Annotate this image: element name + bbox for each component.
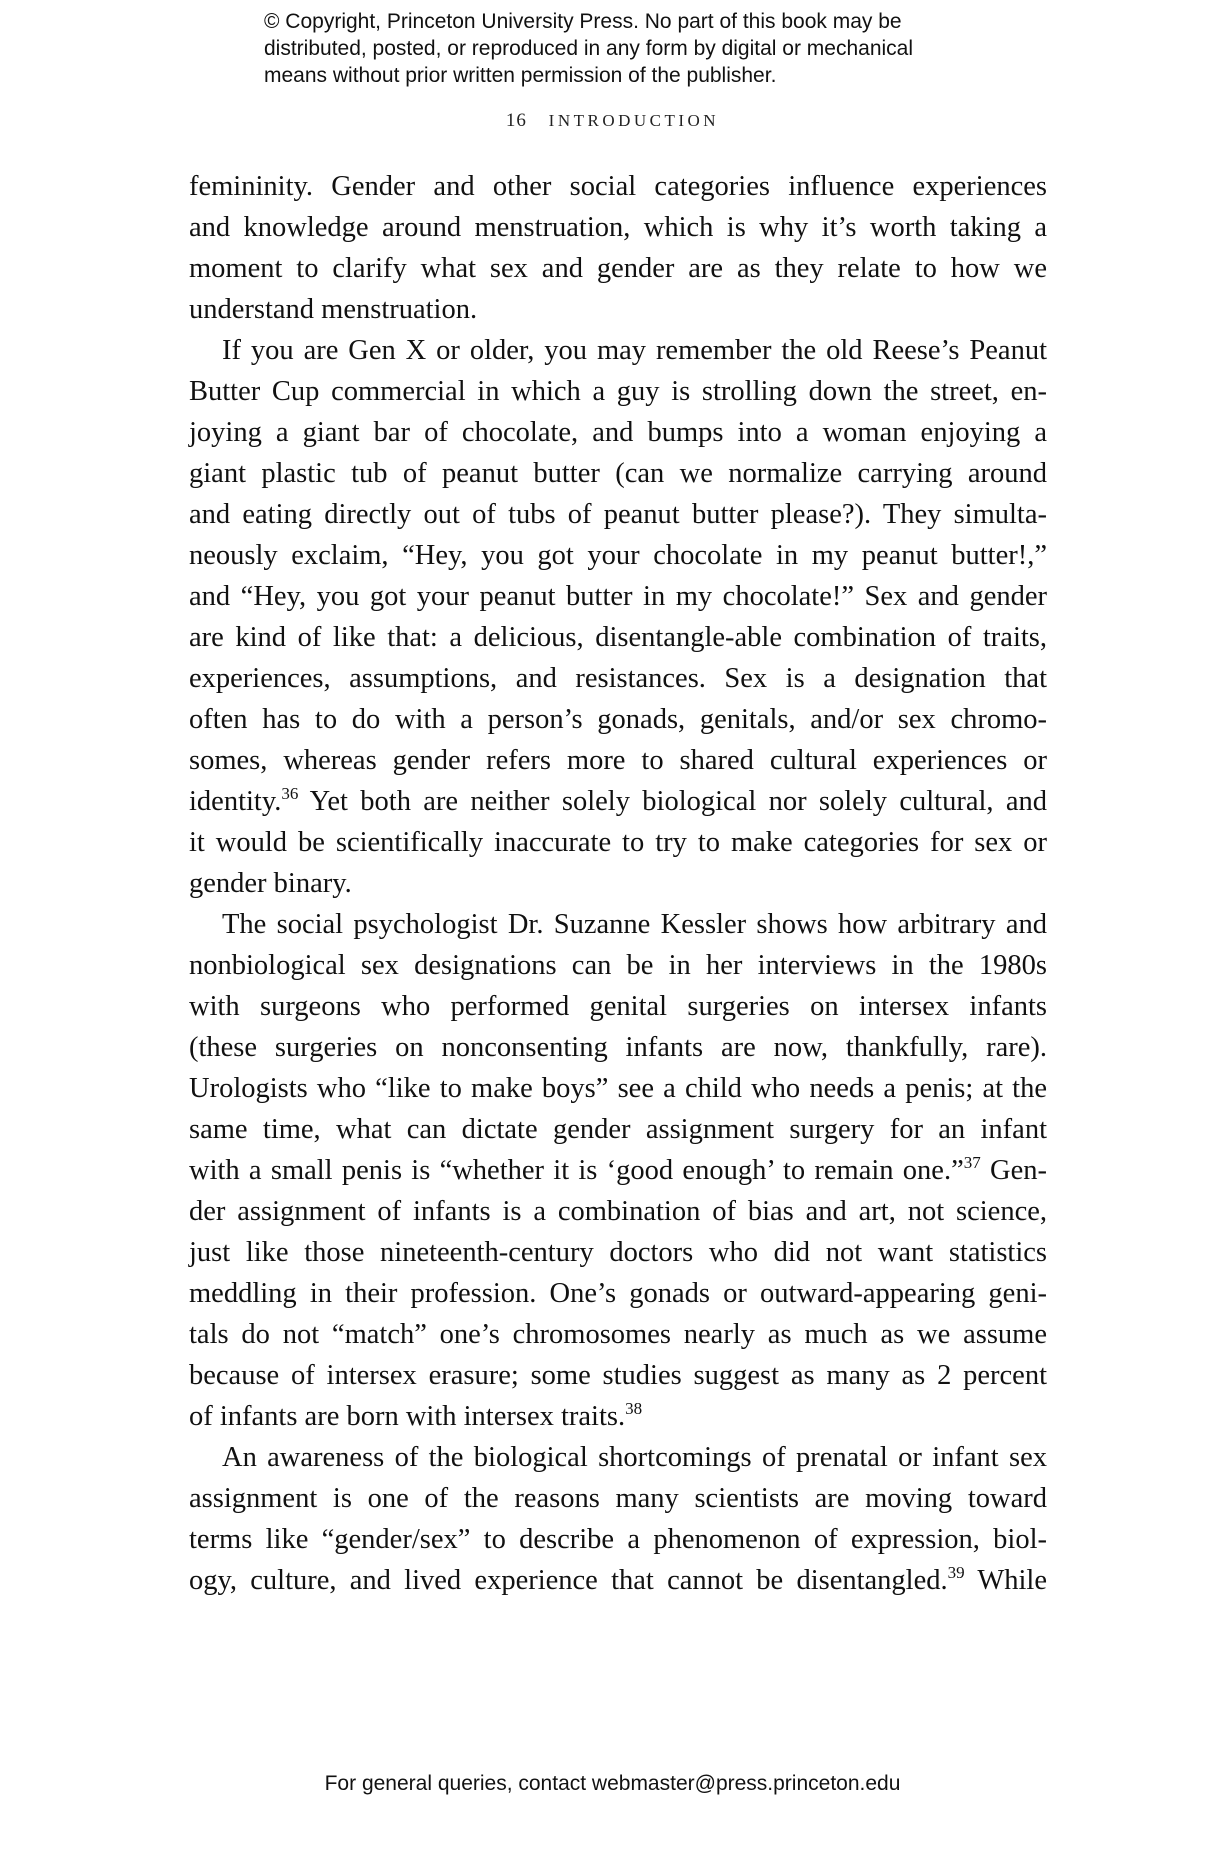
text-line [189, 1560, 1047, 1601]
line-text: Butter Cup commercial in which a guy is strolling down the street, en- [189, 376, 1047, 407]
footer-contact: For general queries, contact webmaster@press.princeton.edu [324, 1772, 901, 1795]
text-line [189, 1068, 1047, 1109]
text-line [189, 1478, 1047, 1519]
text-line [189, 1150, 1047, 1191]
text-line [189, 1437, 1047, 1478]
line-text: and eating directly out of tubs of peanut butter please?). They simulta- [189, 499, 1047, 530]
line-text: moment to clarify what sex and gender are as they relate to how we [189, 253, 1047, 284]
line-text: giant plastic tub of peanut butter (can we normalize carrying around [189, 458, 1047, 489]
text-line [189, 371, 1047, 412]
text-line [189, 863, 1047, 904]
text-line [189, 1314, 1047, 1355]
text-line [189, 576, 1047, 617]
line-text: The social psychologist Dr. Suzanne Kessler shows how arbitrary and [222, 909, 1047, 940]
line-text-continued: Gen- [980, 1155, 1047, 1186]
line-text: ogy, culture, and lived experience that cannot be disentangled. [189, 1565, 948, 1596]
line-text: same time, what can dictate gender assignment surgery for an infant [189, 1114, 1047, 1145]
text-line [189, 945, 1047, 986]
text-line [189, 617, 1047, 658]
line-text: understand menstruation. [189, 294, 478, 325]
body-text [189, 166, 1047, 1601]
text-line [189, 699, 1047, 740]
line-text: are kind of like that: a delicious, disentangle-able combination of traits, [189, 622, 1047, 653]
line-text-continued: While [964, 1565, 1047, 1596]
text-line [189, 740, 1047, 781]
copyright-line: means without prior written permission of the publisher. [264, 64, 777, 87]
text-line [189, 1396, 1047, 1437]
line-text: Urologists who “like to make boys” see a child who needs a penis; at the [189, 1073, 1047, 1104]
text-line [189, 166, 1047, 207]
line-text: identity. [189, 786, 282, 817]
line-text: gender binary. [189, 868, 352, 899]
line-text: neously exclaim, “Hey, you got your chocolate in my peanut butter!,” [189, 540, 1047, 571]
line-text: because of intersex erasure; some studies suggest as many as 2 percent [189, 1360, 1047, 1391]
line-text: femininity. Gender and other social categories influence experiences [189, 171, 1047, 202]
text-line [189, 1191, 1047, 1232]
text-line [189, 781, 1047, 822]
running-head [0, 110, 1225, 132]
line-text: meddling in their profession. One’s gonads or outward-appearing geni- [189, 1278, 1047, 1309]
line-text: An awareness of the biological shortcomings of prenatal or infant sex [222, 1442, 1047, 1473]
line-text: joying a giant bar of chocolate, and bumps into a woman enjoying a [189, 417, 1047, 448]
text-line [189, 453, 1047, 494]
line-text: assignment is one of the reasons many scientists are moving toward [189, 1483, 1047, 1514]
line-text: tals do not “match” one’s chromosomes nearly as much as we assume [189, 1319, 1047, 1350]
text-line [189, 535, 1047, 576]
text-line [189, 1355, 1047, 1396]
copyright-notice [264, 8, 984, 89]
footnote-marker: 38 [625, 1399, 643, 1418]
footnote-marker: 39 [947, 1563, 965, 1582]
line-text: experiences, assumptions, and resistances. Sex is a designation that [189, 663, 1047, 694]
line-text: somes, whereas gender refers more to shared cultural experiences or [189, 745, 1047, 776]
text-line [189, 1273, 1047, 1314]
footnote-marker: 37 [963, 1153, 981, 1172]
text-line [189, 330, 1047, 371]
text-line [189, 289, 1047, 330]
text-line [189, 904, 1047, 945]
text-line [189, 207, 1047, 248]
section-title: INTRODUCTION [548, 111, 720, 130]
line-text-continued: Yet both are neither solely biological nor solely cultural, and [298, 786, 1047, 817]
text-line [189, 822, 1047, 863]
text-line [189, 658, 1047, 699]
text-line [189, 412, 1047, 453]
line-text: If you are Gen X or older, you may remember the old Reese’s Peanut [222, 335, 1047, 366]
line-text: with surgeons who performed genital surgeries on intersex infants [189, 991, 1047, 1022]
line-text: der assignment of infants is a combination of bias and art, not science, [189, 1196, 1047, 1227]
text-line [189, 1109, 1047, 1150]
line-text: often has to do with a person’s gonads, genitals, and/or sex chromo- [189, 704, 1047, 735]
line-text: terms like “gender/sex” to describe a phenomenon of expression, biol- [189, 1524, 1047, 1555]
text-line [189, 986, 1047, 1027]
text-line [189, 494, 1047, 535]
page-number: 16 [505, 110, 527, 131]
footnote-marker: 36 [281, 784, 299, 803]
line-text: (these surgeries on nonconsenting infants are now, thankfully, rare). [189, 1032, 1047, 1063]
line-text: just like those nineteenth-century doctors who did not want statistics [189, 1237, 1047, 1268]
copyright-line: © Copyright, Princeton University Press. No part of this book may be [264, 10, 902, 33]
line-text: of infants are born with intersex traits. [189, 1401, 626, 1432]
line-text: and “Hey, you got your peanut butter in my chocolate!” Sex and gender [189, 581, 1047, 612]
line-text: it would be scientifically inaccurate to try to make categories for sex or [189, 827, 1047, 858]
text-line [189, 248, 1047, 289]
text-line [189, 1027, 1047, 1068]
copyright-line: distributed, posted, or reproduced in any form by digital or mechanical [264, 37, 914, 60]
text-line [189, 1232, 1047, 1273]
line-text: nonbiological sex designations can be in her interviews in the 1980s [189, 950, 1047, 981]
line-text: and knowledge around menstruation, which is why it’s worth taking a [189, 212, 1047, 243]
text-line [189, 1519, 1047, 1560]
line-text: with a small penis is “whether it is ‘good enough’ to remain one.” [189, 1155, 964, 1186]
